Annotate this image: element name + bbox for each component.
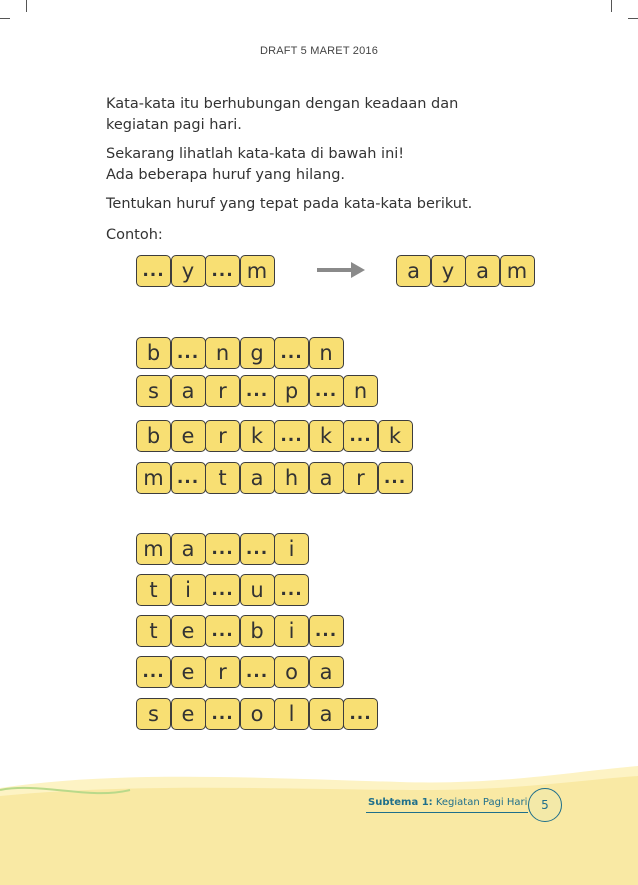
letter-tile: i: [274, 615, 309, 647]
letter-tile: k: [309, 420, 344, 452]
blank-letter-tile: ...: [309, 615, 344, 647]
letter-tile: e: [171, 698, 206, 730]
blank-letter-tile: ...: [205, 255, 240, 287]
letter-tile: s: [136, 698, 171, 730]
paragraph-line: Ada beberapa huruf yang hilang.: [106, 167, 346, 183]
letter-tile: a: [396, 255, 431, 287]
letter-tile: u: [240, 574, 275, 606]
letter-tile: k: [240, 420, 275, 452]
letter-tile: i: [171, 574, 206, 606]
letter-tile: a: [309, 698, 344, 730]
crop-mark: [26, 0, 27, 12]
paragraph-line: kegiatan pagi hari.: [106, 117, 242, 133]
blank-letter-tile: ...: [309, 375, 344, 407]
blank-letter-tile: ...: [240, 533, 275, 565]
letter-tile: a: [171, 375, 206, 407]
blank-letter-tile: ...: [343, 698, 378, 730]
blank-letter-tile: ...: [205, 615, 240, 647]
blank-letter-tile: ...: [274, 420, 309, 452]
paragraph-line: Sekarang lihatlah kata-kata di bawah ini!: [106, 146, 405, 162]
letter-tile: n: [343, 375, 378, 407]
letter-tile: t: [136, 574, 171, 606]
letter-tile: m: [500, 255, 535, 287]
letter-tile: i: [274, 533, 309, 565]
draft-header: DRAFT 5 MARET 2016: [259, 45, 379, 57]
letter-tile: a: [309, 462, 344, 494]
letter-tile: r: [343, 462, 378, 494]
blank-letter-tile: ...: [343, 420, 378, 452]
letter-tile: g: [240, 337, 275, 369]
blank-letter-tile: ...: [274, 574, 309, 606]
letter-tile: m: [240, 255, 275, 287]
letter-tile: t: [205, 462, 240, 494]
page-number: 5: [528, 788, 562, 822]
blank-letter-tile: ...: [136, 255, 171, 287]
letter-tile: e: [171, 656, 206, 688]
instruction-paragraph: [106, 144, 404, 186]
letter-tile: y: [171, 255, 206, 287]
letter-tile: n: [309, 337, 344, 369]
subtheme-title: Kegiatan Pagi Hari: [432, 797, 528, 808]
letter-tile: b: [240, 615, 275, 647]
letter-tile: a: [309, 656, 344, 688]
crop-mark: [0, 18, 10, 19]
footer-band: [0, 760, 638, 885]
letter-tile: k: [378, 420, 413, 452]
letter-tile: r: [205, 375, 240, 407]
footer-subtheme: [368, 797, 527, 808]
paragraph-line: Tentukan huruf yang tepat pada kata-kata berikut.: [106, 196, 473, 212]
letter-tile: h: [274, 462, 309, 494]
blank-letter-tile: ...: [240, 375, 275, 407]
letter-tile: s: [136, 375, 171, 407]
blank-letter-tile: ...: [205, 533, 240, 565]
example-label: [106, 225, 163, 246]
letter-tile: a: [171, 533, 206, 565]
letter-tile: r: [205, 656, 240, 688]
letter-tile: p: [274, 375, 309, 407]
blank-letter-tile: ...: [240, 656, 275, 688]
crop-mark: [611, 0, 612, 12]
letter-tile: y: [431, 255, 466, 287]
letter-tile: e: [171, 615, 206, 647]
blank-letter-tile: ...: [274, 337, 309, 369]
paragraph-line: Kata-kata itu berhubungan dengan keadaan dan: [106, 96, 459, 112]
letter-tile: a: [465, 255, 500, 287]
letter-tile: e: [171, 420, 206, 452]
letter-tile: r: [205, 420, 240, 452]
intro-paragraph: [106, 94, 458, 136]
letter-tile: m: [136, 462, 171, 494]
blank-letter-tile: ...: [205, 574, 240, 606]
letter-tile: b: [136, 337, 171, 369]
blank-letter-tile: ...: [205, 698, 240, 730]
letter-tile: n: [205, 337, 240, 369]
task-paragraph: [106, 194, 472, 215]
letter-tile: o: [240, 698, 275, 730]
arrow-right-icon: [315, 259, 365, 281]
letter-tile: m: [136, 533, 171, 565]
letter-tile: b: [136, 420, 171, 452]
subtheme-label: Subtema 1:: [368, 797, 433, 808]
letter-tile: o: [274, 656, 309, 688]
crop-mark: [628, 18, 638, 19]
blank-letter-tile: ...: [378, 462, 413, 494]
letter-tile: a: [240, 462, 275, 494]
blank-letter-tile: ...: [171, 337, 206, 369]
blank-letter-tile: ...: [171, 462, 206, 494]
paragraph-line: Contoh:: [106, 227, 163, 243]
letter-tile: l: [274, 698, 309, 730]
letter-tile: t: [136, 615, 171, 647]
blank-letter-tile: ...: [136, 656, 171, 688]
footer-divider: [366, 812, 528, 813]
